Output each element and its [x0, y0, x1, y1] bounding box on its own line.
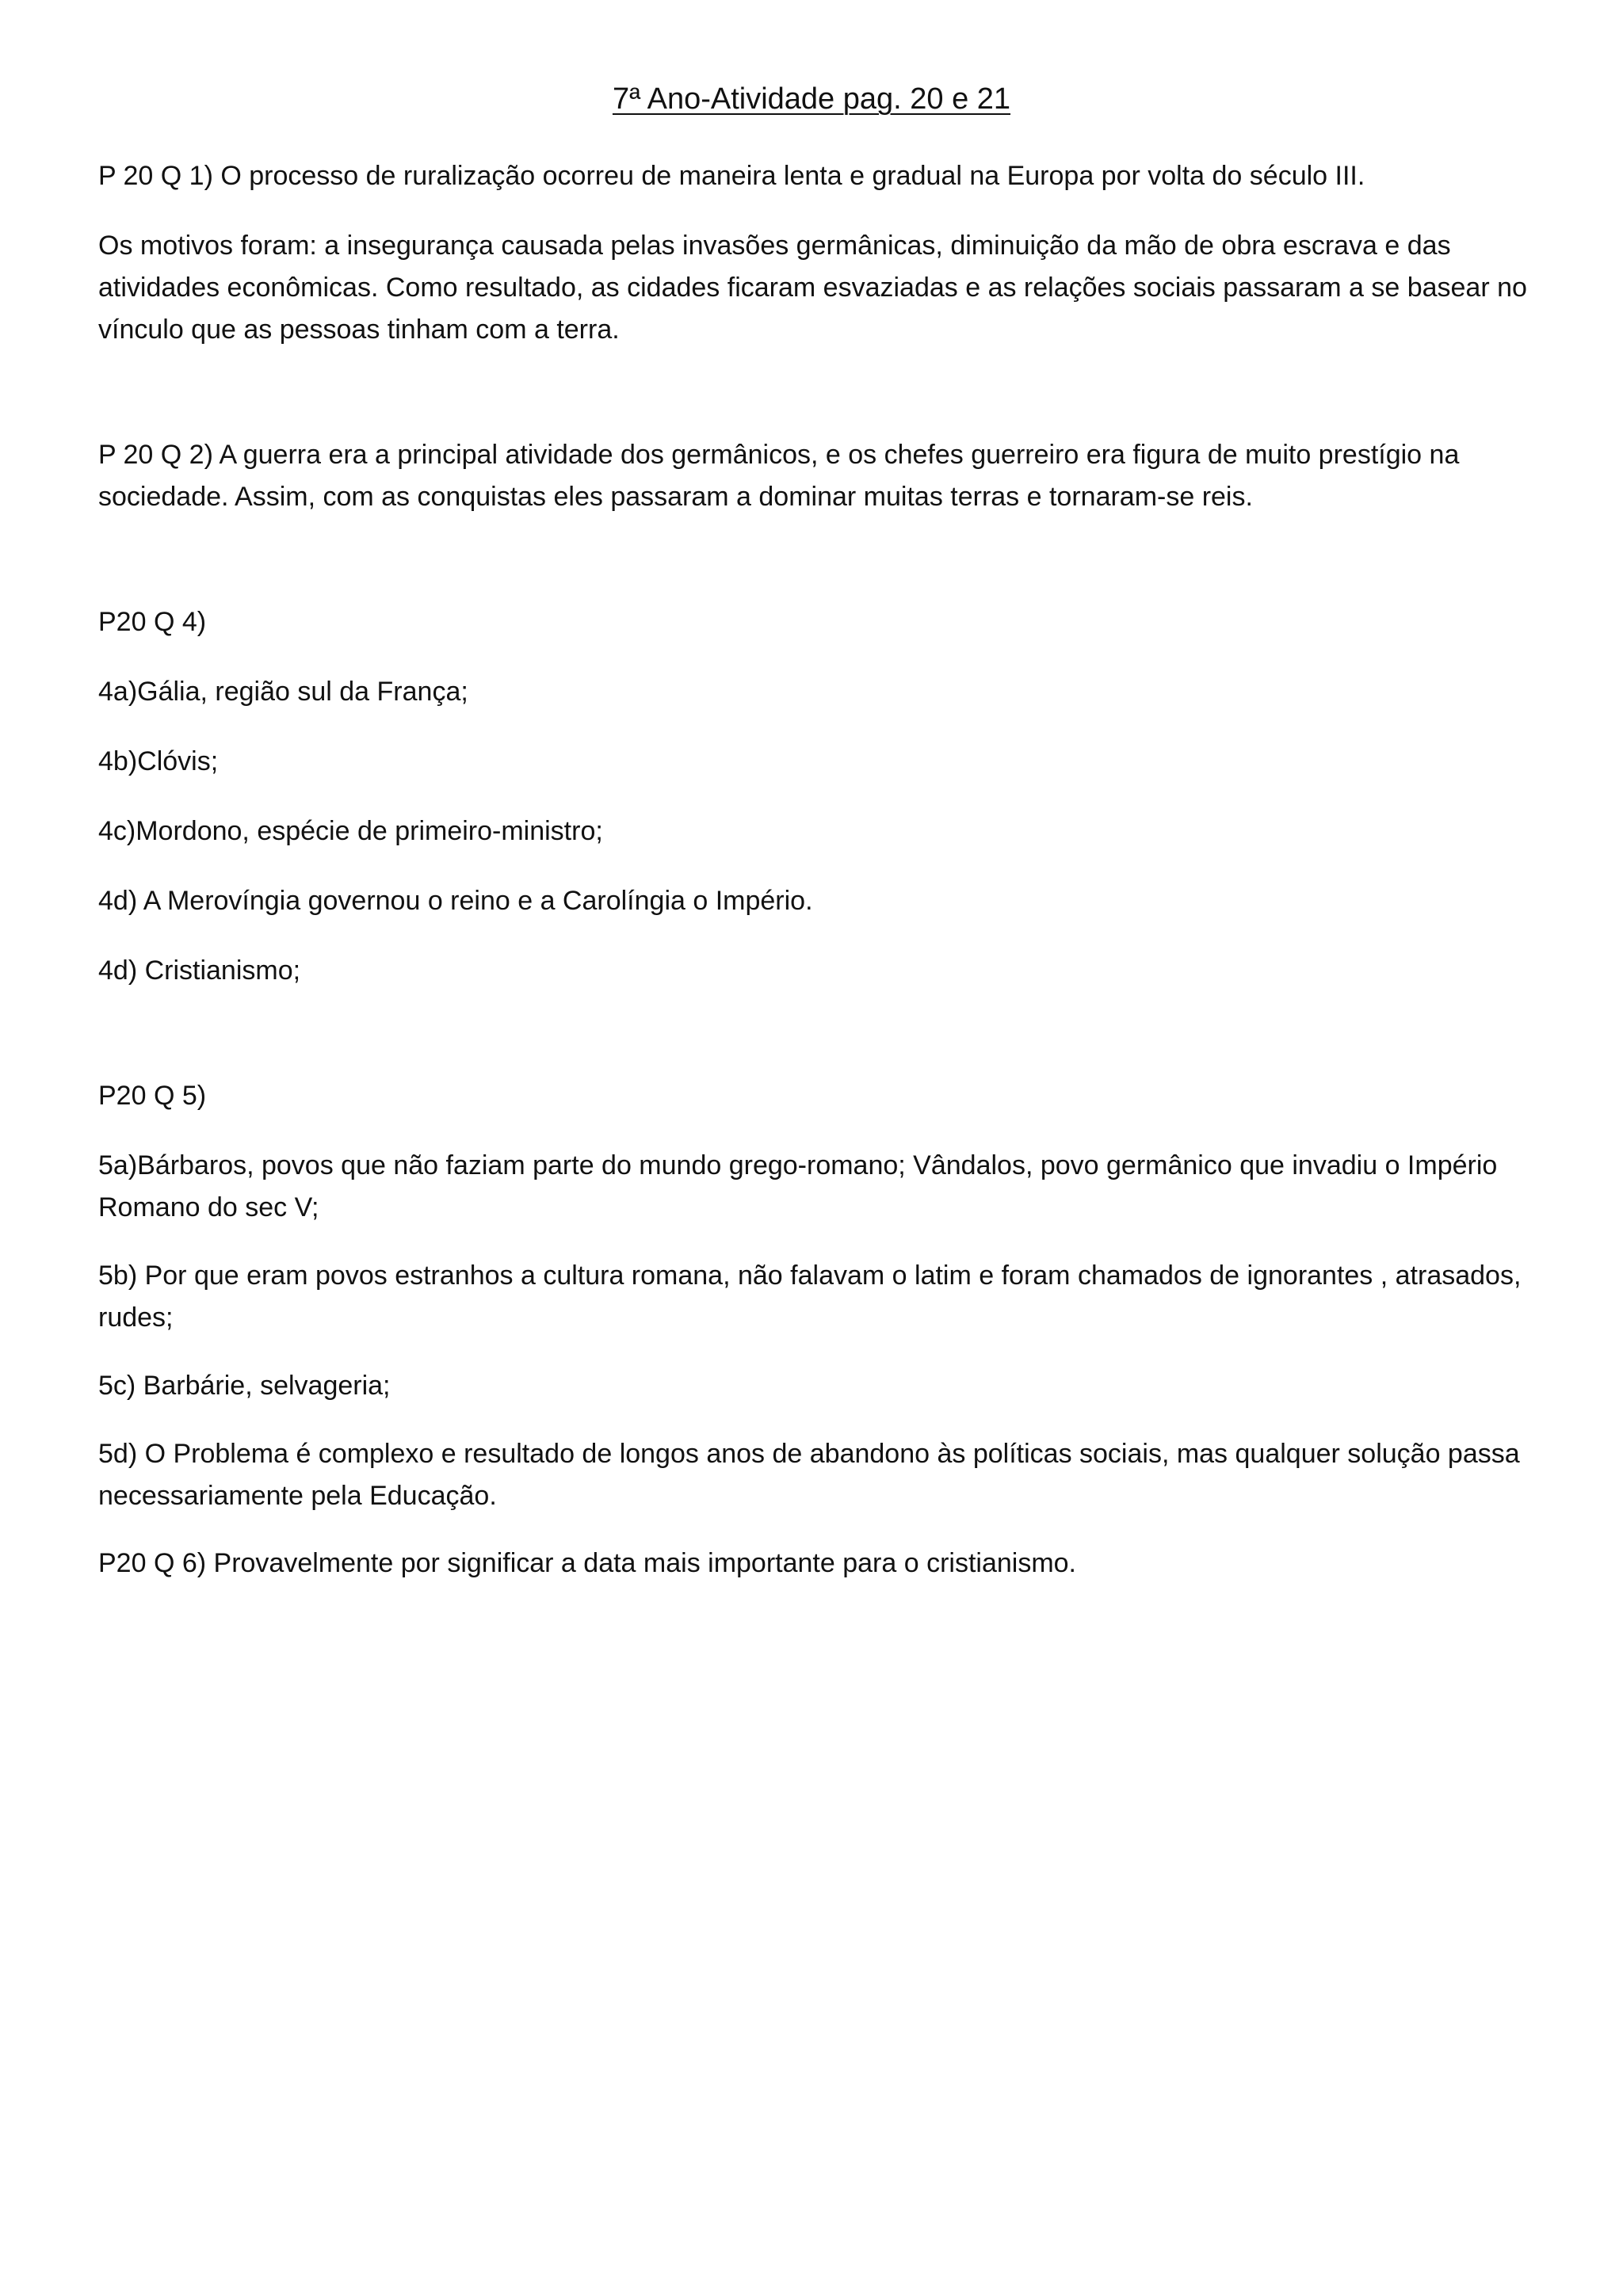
answer-p20-q6: P20 Q 6) Provavelmente por significar a data mais importante para o cristianismo.: [98, 1548, 1076, 1578]
answer-5a: 5a)Bárbaros, povos que não faziam parte do mundo grego-romano; Vândalos, povo germânico que invadiu o Império Romano do sec V;: [98, 1150, 1498, 1222]
heading-p20-q5: P20 Q 5): [98, 1081, 207, 1111]
answer-4a: 4a)Gália, região sul da França;: [98, 677, 468, 707]
heading-p20-q4: P20 Q 4): [98, 607, 207, 637]
answer-5c: 5c) Barbárie, selvageria;: [98, 1371, 391, 1401]
answer-p20-q1: P 20 Q 1) O processo de ruralização ocorreu de maneira lenta e gradual na Europa por volta do século III.: [98, 161, 1365, 191]
answer-5d: 5d) O Problema é complexo e resultado de longos anos de abandono às políticas sociais, mas qualquer solução passa necessariamente pela Educação.: [98, 1439, 1520, 1511]
answer-5b: 5b) Por que eram povos estranhos a cultura romana, não falavam o latim e foram chamados de ignorantes , atrasados, rudes;: [98, 1261, 1522, 1333]
answer-4c: 4c)Mordono, espécie de primeiro-ministro;: [98, 816, 603, 846]
answer-p20-q2: P 20 Q 2) A guerra era a principal atividade dos germânicos, e os chefes guerreiro era figura de muito prestígio na sociedade. Assim, com as conquistas eles passaram a dominar muitas terras e tornaram-se reis.: [98, 440, 1460, 512]
spacer: [98, 351, 1537, 434]
answer-4d-religion: 4d) Cristianismo;: [98, 955, 301, 986]
answer-4d-dynasties: 4d) A Merovíngia governou o reino e a Carolíngia o Império.: [98, 886, 813, 916]
document-body: [98, 155, 1537, 1585]
spacer: [98, 992, 1537, 1075]
document-title: 7ª Ano-Atividade pag. 20 e 21: [612, 82, 1011, 116]
spacer: [98, 518, 1537, 601]
answer-4b: 4b)Clóvis;: [98, 746, 219, 776]
answer-p20-q1-reasons: Os motivos foram: a insegurança causada pelas invasões germânicas, diminuição da mão de obra escrava e das atividades econômicas. Como resultado, as cidades ficaram esvaziadas e as relações sociais passaram a se basear no vínculo que as pessoas tinham com a terra.: [98, 231, 1527, 345]
